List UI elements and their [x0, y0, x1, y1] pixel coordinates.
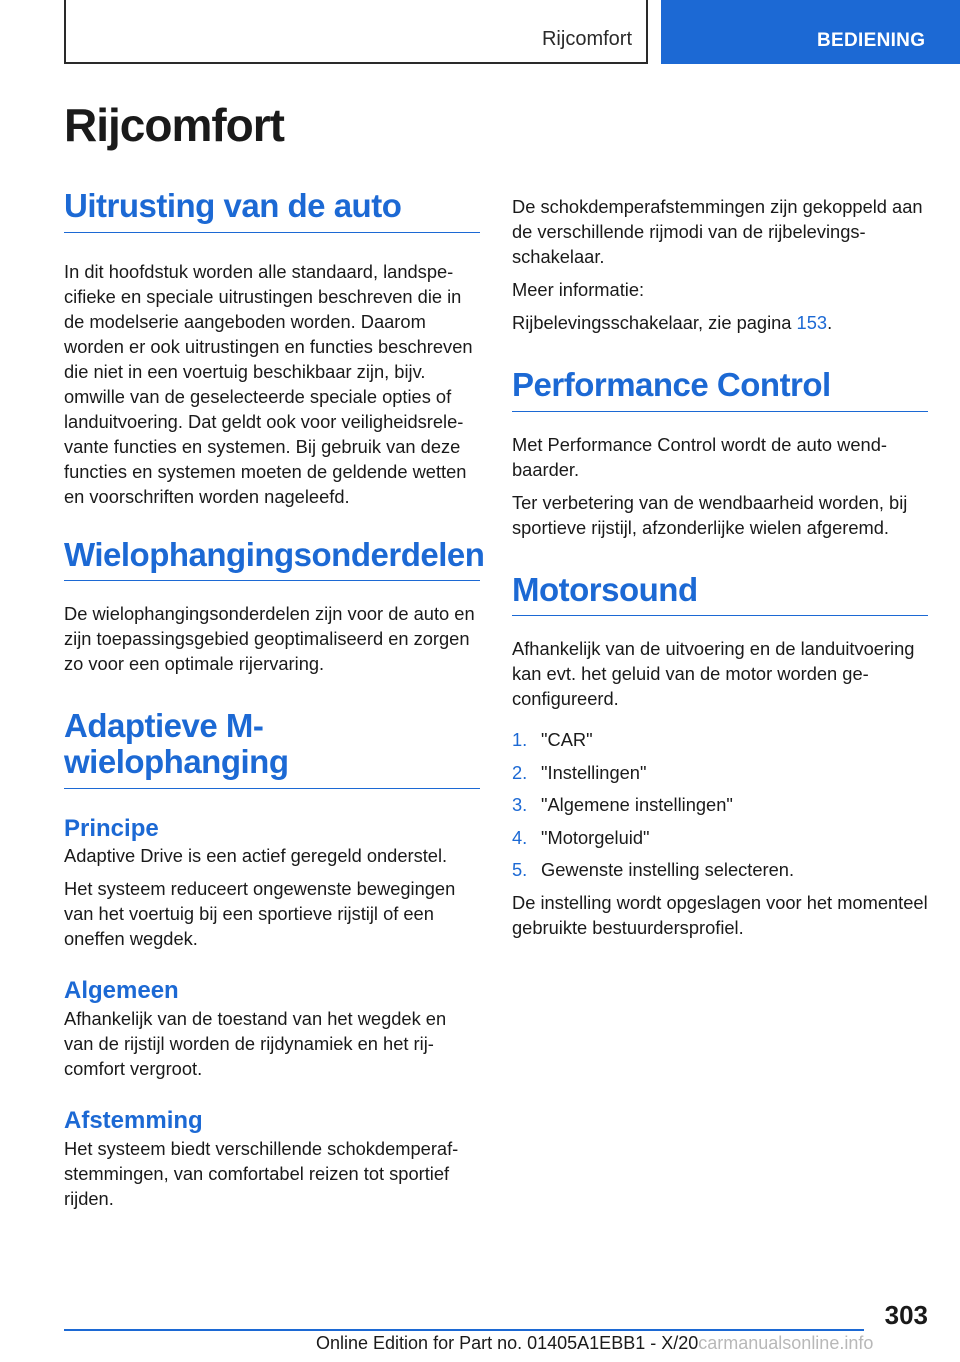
chapter-tab[interactable]	[661, 0, 960, 64]
list-item: 5. Gewenste instelling selecteren.	[512, 859, 795, 881]
header-section-title: Rijcomfort	[541, 28, 632, 50]
heading-adaptive-suspension: Adaptieve M-wielophanging	[64, 708, 480, 788]
motorsound-intro: Afhankelijk van de uitvoering en de landuitvoering kan evt. het geluid van de motor worden geconfigureerd.	[512, 638, 915, 710]
heading-performance-control: Performance Control	[512, 367, 928, 412]
heading-equipment: Uitrusting van de auto	[64, 188, 480, 233]
page-number: 303	[884, 1300, 928, 1330]
equipment-text: In dit hoofdstuk worden alle standaard, landspecifieke en speciale uitrustingen beschreven die in de modelserie aangeboden worden. Daarom worden er ook uitrustingen en functies beschreven die niet in een voertuig beschikbaar zijn, bijv. omwille van de geselecteerde speciale opties of landuitvoering. Dat geldt ook voor veiligheidsrelevante functies en systemen. Bij gebruik van deze functies en systemen moeten de geldende wetten en voorschriften worden nageleefd.	[64, 260, 473, 507]
page-link-153[interactable]: 153	[796, 312, 828, 333]
motorsound-outro: De instelling wordt opgeslagen voor het momenteel gebruikte bestuurdersprofiel.	[512, 891, 928, 938]
performance-text-1: Met Performance Control wordt de auto wendbaarder.	[512, 433, 887, 480]
heading-suspension-parts: Wielophangingsonderdelen	[64, 537, 480, 582]
more-info-reference: Rijbelevingsschakelaar, zie pagina 153.	[512, 312, 833, 333]
performance-text-2: Ter verbetering van de wendbaarheid worden, bij sportieve rijstijl, afzonderlijke wielen afgeremd.	[512, 491, 908, 538]
heading-motorsound: Motorsound	[512, 572, 928, 617]
footer-edition: Online Edition for Part no. 01405A1EBB1 - X/20carmanualsonline.info	[316, 1333, 874, 1353]
list-item: 1. "CAR"	[512, 729, 593, 751]
principle-text-2: Het systeem reduceert ongewenste bewegingen van het voertuig bij een sportieve rijstijl of een oneffen wegdek.	[64, 878, 456, 950]
tuning-continued-text: De schokdemperafstemmingen zijn gekoppeld aan de verschillende rijmodi van de rijbelevingsschakelaar.	[512, 196, 923, 267]
page-title: Rijcomfort	[64, 99, 284, 151]
tuning-text: Het systeem biedt verschillende schokdemperafstemmingen, van comfortabel reizen tot sportief rijden.	[64, 1137, 459, 1209]
left-column	[64, 187, 485, 1211]
chapter-tab-label: BEDIENING	[817, 30, 926, 51]
header-section-box	[64, 0, 648, 64]
list-item: 3. "Algemene instellingen"	[512, 794, 733, 816]
heading-tuning: Afstemming	[64, 1107, 203, 1135]
heading-general: Algemeen	[64, 977, 179, 1005]
watermark: carmanualsonline.info	[698, 1333, 874, 1353]
general-text: Afhankelijk van de toestand van het wegdek en van de rijstijl worden de rijdynamiek en het rijcomfort vergroot.	[64, 1008, 447, 1080]
right-column	[512, 188, 928, 940]
motorsound-steps	[512, 727, 928, 882]
heading-principle: Principe	[64, 814, 159, 842]
list-item: 2. "Instellingen"	[512, 761, 647, 783]
suspension-parts-text: De wielophangingsonderdelen zijn voor de auto en zijn toepassingsgebied geoptimaliseerd en zorgen zo voor een optimale rijervaring.	[64, 603, 475, 675]
footer-divider	[64, 1329, 864, 1331]
principle-text-1: Adaptive Drive is een actief geregeld onderstel.	[64, 845, 448, 867]
more-info-label: Meer informatie:	[512, 279, 645, 300]
list-item: 4. "Motorgeluid"	[512, 826, 650, 848]
